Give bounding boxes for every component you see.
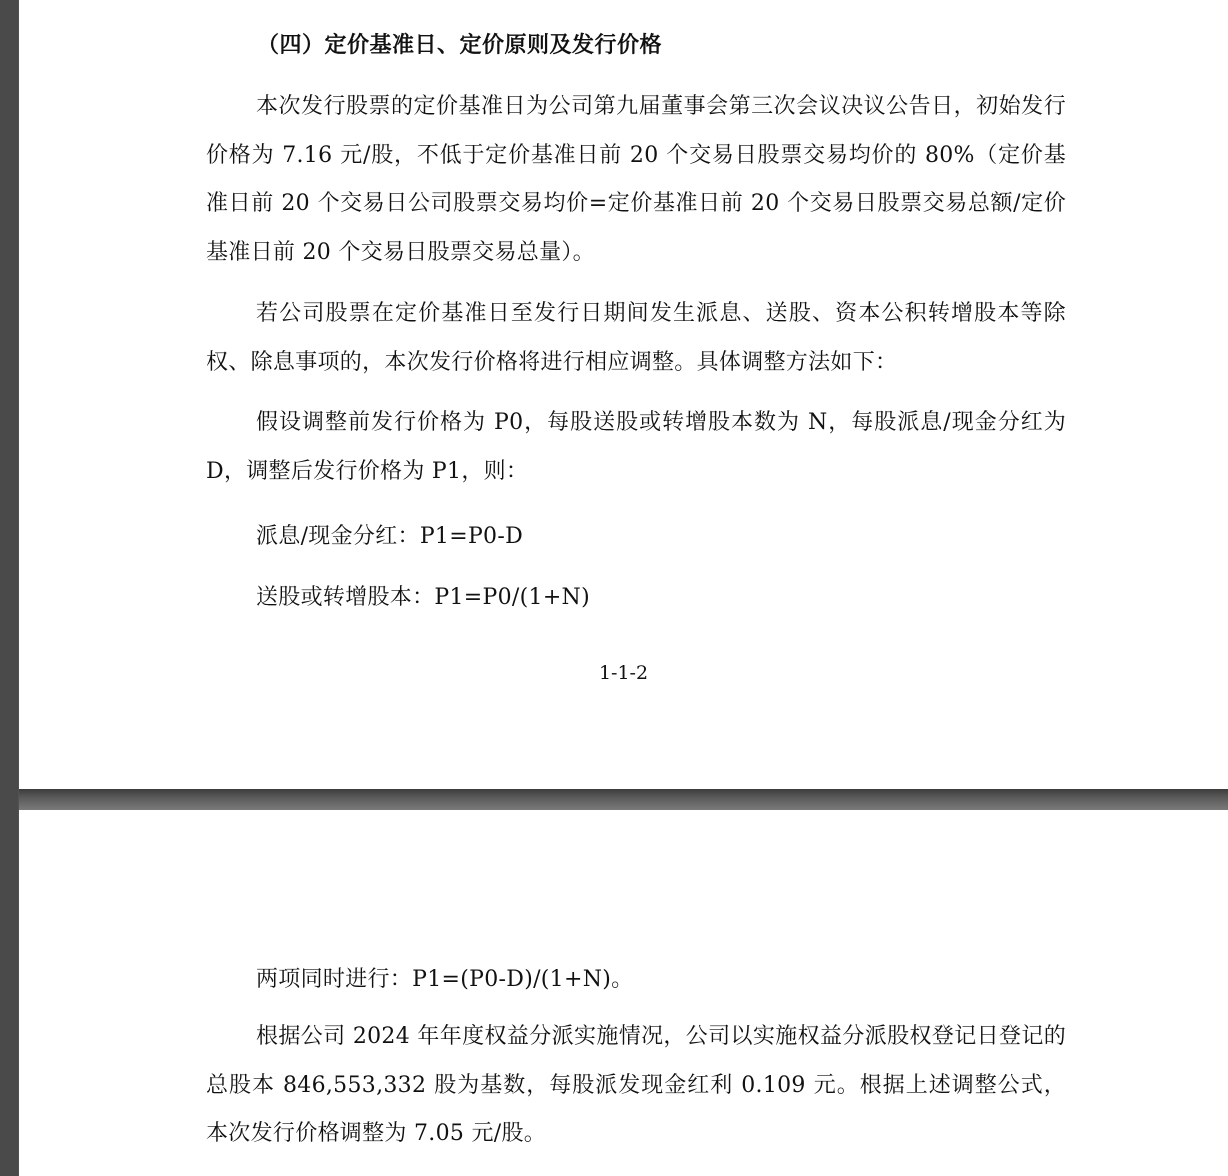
paragraph-assumption: 假设调整前发行价格为 P0，每股送股或转增股本数为 N，每股派息/现金分红为 D，调整后发行价格为 P1，则： — [206, 410, 1066, 484]
paragraph-pricing-date: 本次发行股票的定价基准日为公司第九届董事会第三次会议决议公告日，初始发行价格为 7.16 元/股，不低于定价基准日前 20 个交易日股票交易均价的 80%（定价基准日前 20 个交易日公司股票交易均价=定价基准日前 20 个交易日股票交易总额/定价基准日前 20 个交易日股票交易总量）。 — [206, 94, 1066, 265]
section-heading: （四）定价基准日、定价原则及发行价格 — [257, 32, 663, 58]
document-page-2 — [19, 810, 1228, 1176]
document-page-1 — [19, 0, 1228, 789]
paragraph-adjusted-price: 根据公司 2024 年年度权益分派实施情况，公司以实施权益分派股权登记日登记的总股本 846,553,332 股为基数，每股派发现金红利 0.109 元。根据上述调整公式，本次发行价格调整为 7.05 元/股。 — [206, 1024, 1066, 1146]
paragraph-adjustment: 若公司股票在定价基准日至发行日期间发生派息、送股、资本公积转增股本等除权、除息事项的，本次发行价格将进行相应调整。具体调整方法如下： — [206, 301, 1066, 375]
page-number: 1-1-2 — [598, 662, 649, 684]
formula-bonus-shares: 送股或转增股本：P1=P0/(1+N) — [256, 585, 590, 610]
page-separator — [19, 789, 1228, 810]
viewer-left-gutter — [0, 0, 18, 1176]
formula-dividend: 派息/现金分红：P1=P0-D — [256, 524, 524, 549]
formula-combined: 两项同时进行：P1=(P0-D)/(1+N)。 — [256, 967, 634, 992]
